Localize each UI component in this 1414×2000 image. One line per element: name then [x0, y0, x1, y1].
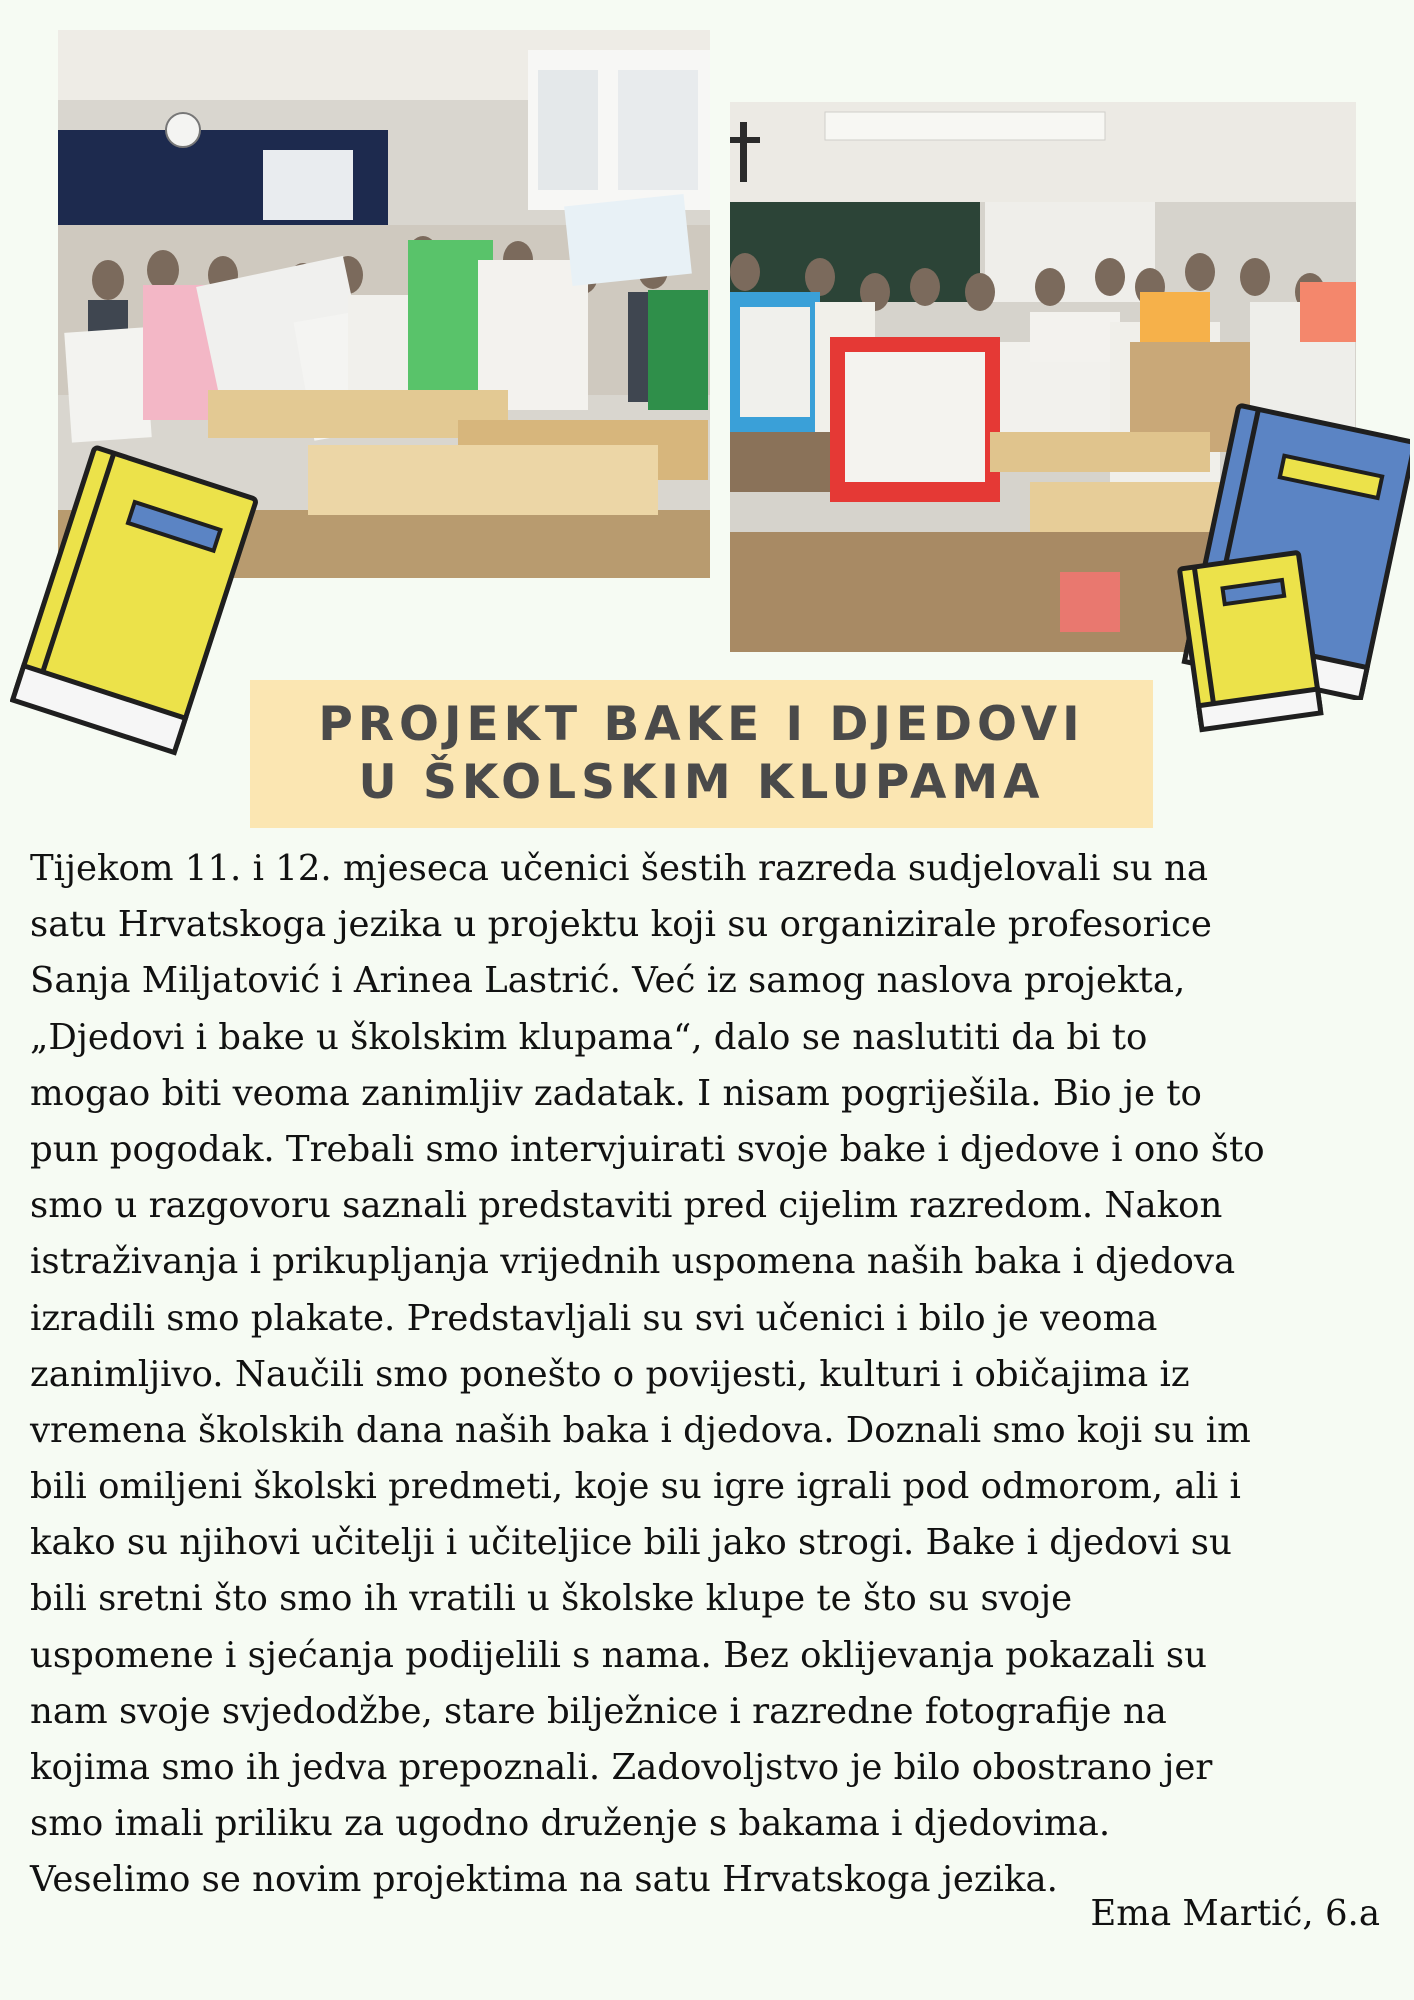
article-line: izradili smo plakate. Predstavljali su svi učenici i bilo je veoma — [30, 1297, 1158, 1339]
article-line: uspomene i sjećanja podijelili s nama. Bez oklijevanja pokazali su — [30, 1634, 1208, 1676]
yellow-book-icon — [10, 440, 280, 760]
article-line: Sanja Miljatović i Arinea Lastrić. Već iz samog naslova projekta, — [30, 960, 1186, 1002]
article-line: satu Hrvatskoga jezika u projektu koji su organizirale profesorice — [30, 904, 1212, 946]
author-signature: Ema Martić, 6.a — [1090, 1893, 1380, 1934]
article-line: istraživanja i prikupljanja vrijednih uspomena naših baka i djedova — [30, 1241, 1236, 1283]
article-line: Veselimo se novim projektima na satu Hrvatskoga jezika. — [30, 1859, 1058, 1901]
page-title-line-2: U ŠKOLSKIM KLUPAMA — [358, 755, 1045, 810]
article-body — [30, 841, 1400, 1909]
article-line: kojima smo ih jedva prepoznali. Zadovoljstvo je bilo obostrano jer — [30, 1747, 1213, 1788]
article-line: Tijekom 11. i 12. mjeseca učenici šestih razreda sudjelovali su na — [30, 848, 1209, 889]
article-line: vremena školskih dana naših baka i djedova. Doznali smo koji su im — [30, 1409, 1251, 1451]
yellow-book-icon — [1170, 540, 1330, 740]
article-line: zanimljivo. Naučili smo ponešto o povijesti, kulturi i običajima iz — [30, 1353, 1190, 1395]
title-box — [250, 680, 1153, 828]
article-line: smo imali priliku za ugodno druženje s bakama i djedovima. — [30, 1803, 1111, 1845]
page-title-line-1: PROJEKT BAKE I DJEDOVI — [318, 697, 1085, 752]
article-line: bili omiljeni školski predmeti, koje su igre igrali pod odmorom, ali i — [30, 1466, 1241, 1508]
article-line: smo u razgovoru saznali predstaviti pred cijelim razredom. Nakon — [30, 1185, 1223, 1227]
article-line: „Djedovi i bake u školskim klupama“, dalo se naslutiti da bi to — [30, 1016, 1148, 1058]
article-line: kako su njihovi učitelji i učiteljice bili jako strogi. Bake i djedovi su — [30, 1522, 1232, 1564]
article-line: pun pogodak. Trebali smo intervjuirati svoje bake i djedove i ono što — [30, 1128, 1265, 1170]
article-line: mogao biti veoma zanimljiv zadatak. I nisam pogriješila. Bio je to — [30, 1072, 1202, 1114]
article-line: bili sretni što smo ih vratili u školske klupe te što su svoje — [30, 1578, 1073, 1620]
article-line: nam svoje svjedodžbe, stare bilježnice i razredne fotografije na — [30, 1690, 1167, 1732]
